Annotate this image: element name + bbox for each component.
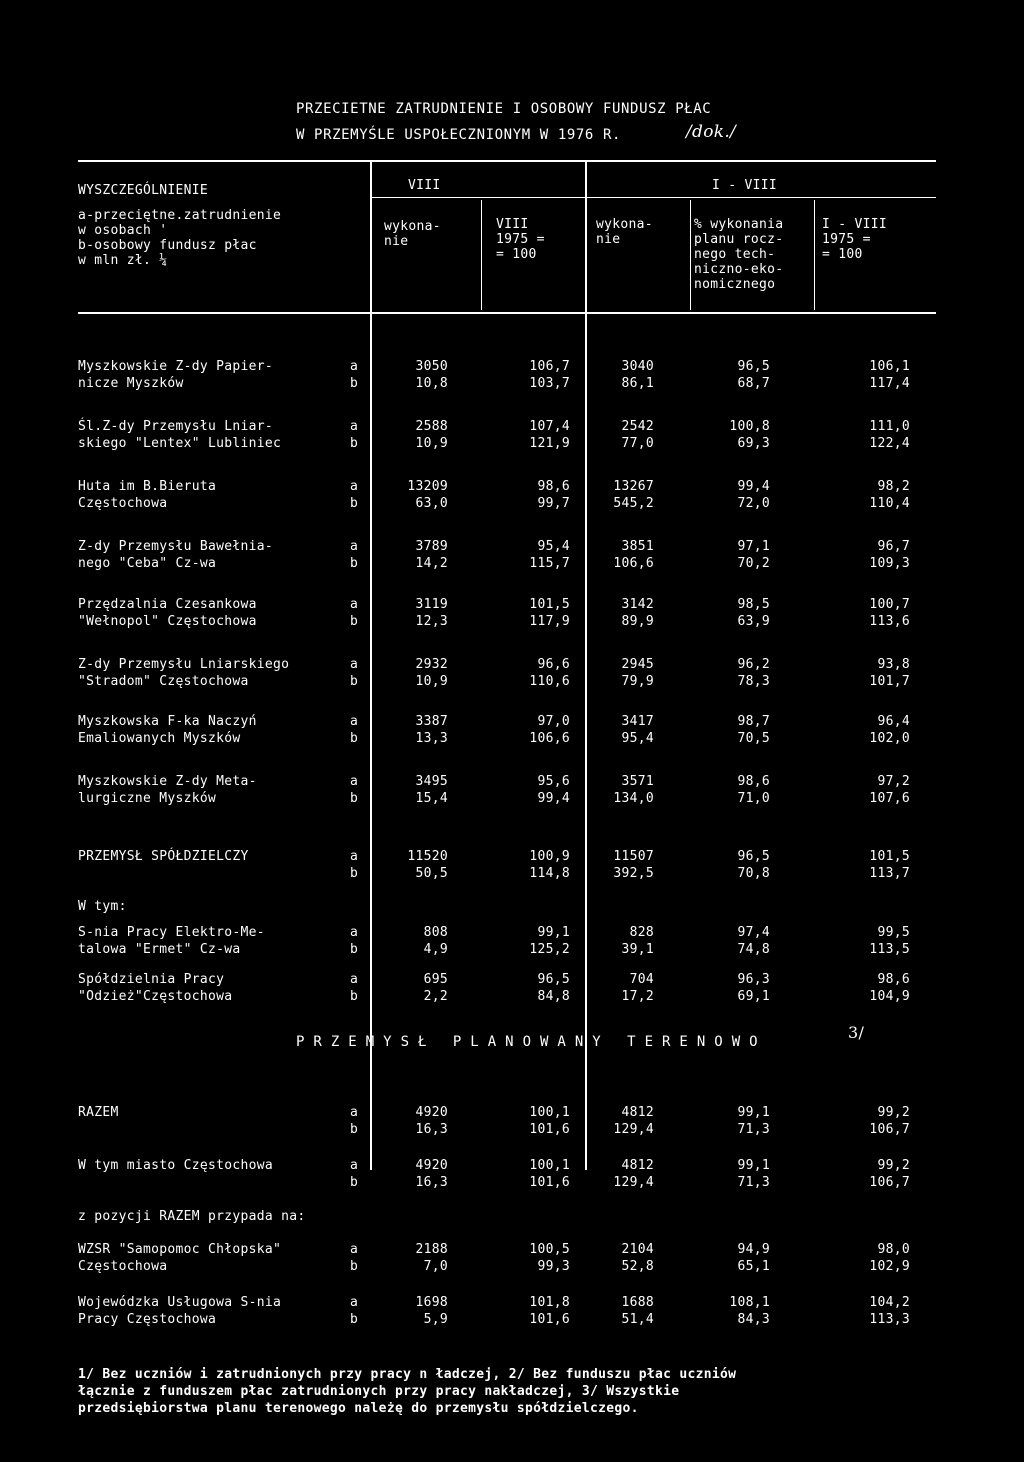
row-label-b: b <box>350 1175 359 1190</box>
cell-a-ivii-wykonanie: 828 <box>629 925 654 940</box>
cell-a-viii-wykonanie: 2588 <box>415 419 448 434</box>
cell-b-viii-index: 103,7 <box>529 376 570 391</box>
cell-b-ivii-index: 117,4 <box>869 376 910 391</box>
row-label-b: b <box>350 866 359 881</box>
row-label-b: b <box>350 1122 359 1137</box>
cell-b-ivii-wykonanie: 95,4 <box>621 731 654 746</box>
cell-a-viii-wykonanie: 695 <box>423 972 448 987</box>
row-label-b: b <box>350 1259 359 1274</box>
cell-a-viii-wykonanie: 808 <box>423 925 448 940</box>
cell-a-viii-wykonanie: 13209 <box>407 479 448 494</box>
row-name-line-2: "Wełnopol" Częstochowa <box>78 614 257 629</box>
cell-b-viii-index: 114,8 <box>529 866 570 881</box>
ivii-pct-1: % wykonania <box>694 217 784 232</box>
row-name-line-2: nego "Ceba" Cz-wa <box>78 556 217 571</box>
cell-b-viii-index: 99,3 <box>537 1259 570 1274</box>
row-name-line-1: RAZEM <box>78 1105 119 1120</box>
row-name-line-2: lurgiczne Myszków <box>78 791 217 806</box>
row-label-b: b <box>350 791 359 806</box>
row-label-a: a <box>350 419 359 434</box>
ivii-pct-3: nego tech- <box>694 247 776 262</box>
cell-a-ivii-index: 106,1 <box>869 359 910 374</box>
cell-b-ivii-wykonanie: 79,9 <box>621 674 654 689</box>
cell-b-viii-index: 106,6 <box>529 731 570 746</box>
row-name-line-1: Z-dy Przemysłu Lniarskiego <box>78 657 290 672</box>
cell-a-ivii-index: 100,7 <box>869 597 910 612</box>
cell-b-viii-wykonanie: 4,9 <box>423 942 448 957</box>
cell-a-ivii-index: 98,2 <box>877 479 910 494</box>
cell-a-ivii-pct-planu: 98,5 <box>737 597 770 612</box>
ivii-idx-2: 1975 = <box>822 232 871 247</box>
cell-b-ivii-wykonanie: 134,0 <box>613 791 654 806</box>
cell-b-viii-index: 110,6 <box>529 674 570 689</box>
cell-a-ivii-index: 98,6 <box>877 972 910 987</box>
cell-a-viii-index: 101,5 <box>529 597 570 612</box>
cell-a-viii-index: 98,6 <box>537 479 570 494</box>
cell-b-viii-index: 99,4 <box>537 791 570 806</box>
cell-a-viii-wykonanie: 3495 <box>415 774 448 789</box>
cell-a-ivii-wykonanie: 2945 <box>621 657 654 672</box>
cell-a-ivii-wykonanie: 704 <box>629 972 654 987</box>
cell-b-viii-index: 115,7 <box>529 556 570 571</box>
cell-b-ivii-wykonanie: 106,6 <box>613 556 654 571</box>
row-label-a: a <box>350 359 359 374</box>
cell-a-viii-index: 107,4 <box>529 419 570 434</box>
row-name-line-2: Pracy Częstochowa <box>78 1312 217 1327</box>
ivii-pct-2: planu rocz- <box>694 232 784 247</box>
cell-a-viii-wykonanie: 3789 <box>415 539 448 554</box>
cell-a-viii-index: 96,5 <box>537 972 570 987</box>
cell-b-ivii-pct-planu: 78,3 <box>737 674 770 689</box>
row-label-a: a <box>350 479 359 494</box>
ivii-wyk-2: nie <box>596 232 621 247</box>
legend-line-2: w osobach ' <box>78 223 168 238</box>
cell-b-ivii-pct-planu: 74,8 <box>737 942 770 957</box>
row-label-b: b <box>350 942 359 957</box>
cell-b-ivii-index: 110,4 <box>869 496 910 511</box>
cell-b-viii-index: 121,9 <box>529 436 570 451</box>
cell-b-viii-wykonanie: 16,3 <box>415 1122 448 1137</box>
cell-a-ivii-pct-planu: 100,8 <box>729 419 770 434</box>
row-name-line-1: Z-dy Przemysłu Bawełnia- <box>78 539 274 554</box>
cell-b-viii-wykonanie: 10,8 <box>415 376 448 391</box>
cell-a-ivii-wykonanie: 3851 <box>621 539 654 554</box>
cell-a-viii-index: 97,0 <box>537 714 570 729</box>
cell-b-ivii-wykonanie: 86,1 <box>621 376 654 391</box>
footnote-line-1: 1/ Bez uczniów i zatrudnionych przy pracy n ładczej, 2/ Bez funduszu płac uczniów <box>78 1367 737 1382</box>
row-name-line-2: "Odzież"Częstochowa <box>78 989 233 1004</box>
title-line-1: PRZECIETNE ZATRUDNIENIE I OSOBOWY FUNDUSZ PŁAC <box>296 101 712 117</box>
cell-a-ivii-wykonanie: 11507 <box>613 849 654 864</box>
row-name-line-1: W tym miasto Częstochowa <box>78 1158 274 1173</box>
viii-wyk-2: nie <box>384 234 409 249</box>
viii-idx-1: VIII <box>496 217 529 232</box>
cell-b-ivii-pct-planu: 69,1 <box>737 989 770 1004</box>
legend-line-1: a-przeciętne.zatrudnienie <box>78 208 282 223</box>
row-name-line-1: Śl.Z-dy Przemysłu Lniar- <box>78 419 274 434</box>
cell-a-ivii-wykonanie: 4812 <box>621 1158 654 1173</box>
cell-b-ivii-pct-planu: 69,3 <box>737 436 770 451</box>
row-label-a: a <box>350 657 359 672</box>
row-name-line-1: WZSR "Samopomoc Chłopska" <box>78 1242 282 1257</box>
cell-b-ivii-pct-planu: 71,0 <box>737 791 770 806</box>
cell-a-viii-index: 96,6 <box>537 657 570 672</box>
terenowo-banner: PRZEMYSŁ PLANOWANY TERENOWO <box>296 1034 767 1050</box>
cell-a-ivii-pct-planu: 96,5 <box>737 359 770 374</box>
cell-a-viii-index: 95,4 <box>537 539 570 554</box>
row-name-line-1: Myszkowskie Z-dy Papier- <box>78 359 274 374</box>
cell-a-ivii-wykonanie: 3417 <box>621 714 654 729</box>
cell-a-ivii-index: 96,4 <box>877 714 910 729</box>
cell-a-viii-index: 99,1 <box>537 925 570 940</box>
cell-a-ivii-index: 97,2 <box>877 774 910 789</box>
row-label-a: a <box>350 714 359 729</box>
cell-b-ivii-wykonanie: 52,8 <box>621 1259 654 1274</box>
row-name-line-2: "Stradom" Częstochowa <box>78 674 249 689</box>
cell-a-ivii-pct-planu: 96,3 <box>737 972 770 987</box>
cell-b-viii-index: 99,7 <box>537 496 570 511</box>
row-label-a: a <box>350 539 359 554</box>
cell-a-ivii-pct-planu: 96,2 <box>737 657 770 672</box>
cell-a-ivii-pct-planu: 108,1 <box>729 1295 770 1310</box>
row-label-b: b <box>350 989 359 1004</box>
cell-b-ivii-index: 104,9 <box>869 989 910 1004</box>
col-divider-5 <box>814 200 815 310</box>
cell-a-ivii-wykonanie: 13267 <box>613 479 654 494</box>
cell-b-viii-wykonanie: 13,3 <box>415 731 448 746</box>
cell-a-viii-wykonanie: 2188 <box>415 1242 448 1257</box>
cell-b-ivii-pct-planu: 63,9 <box>737 614 770 629</box>
pozycji-label: z pozycji RAZEM przypada na: <box>78 1209 306 1224</box>
cell-b-viii-wykonanie: 16,3 <box>415 1175 448 1190</box>
cell-b-ivii-pct-planu: 70,2 <box>737 556 770 571</box>
row-name-line-1: Wojewódzka Usługowa S-nia <box>78 1295 282 1310</box>
cell-a-viii-wykonanie: 3387 <box>415 714 448 729</box>
cell-a-ivii-pct-planu: 98,6 <box>737 774 770 789</box>
cell-b-ivii-index: 102,9 <box>869 1259 910 1274</box>
cell-b-ivii-wykonanie: 129,4 <box>613 1122 654 1137</box>
ivii-idx-1: I - VIII <box>822 217 888 232</box>
cell-b-viii-wykonanie: 12,3 <box>415 614 448 629</box>
cell-a-ivii-index: 101,5 <box>869 849 910 864</box>
legend-line-3: b-osobowy fundusz płac <box>78 238 257 253</box>
cell-a-viii-index: 100,1 <box>529 1158 570 1173</box>
row-label-a: a <box>350 1242 359 1257</box>
viii-idx-2: 1975 = <box>496 232 545 247</box>
row-name-line-2: Emaliowanych Myszków <box>78 731 241 746</box>
cell-a-viii-index: 101,8 <box>529 1295 570 1310</box>
cell-b-ivii-index: 106,7 <box>869 1175 910 1190</box>
cell-b-ivii-wykonanie: 545,2 <box>613 496 654 511</box>
cell-a-ivii-pct-planu: 97,1 <box>737 539 770 554</box>
cell-b-viii-wykonanie: 63,0 <box>415 496 448 511</box>
w-tym-label: W tym: <box>78 899 127 914</box>
cell-a-ivii-pct-planu: 99,1 <box>737 1105 770 1120</box>
row-label-a: a <box>350 1158 359 1173</box>
cell-b-ivii-pct-planu: 68,7 <box>737 376 770 391</box>
cell-b-ivii-index: 109,3 <box>869 556 910 571</box>
ivii-wyk-1: wykona- <box>596 217 653 232</box>
col-spec-header: WYSZCZEGÓLNIENIE <box>78 183 209 198</box>
cell-b-viii-wykonanie: 10,9 <box>415 436 448 451</box>
row-label-a: a <box>350 849 359 864</box>
cell-b-ivii-pct-planu: 71,3 <box>737 1175 770 1190</box>
cell-a-ivii-wykonanie: 3571 <box>621 774 654 789</box>
cell-a-viii-wykonanie: 2932 <box>415 657 448 672</box>
cell-b-viii-wykonanie: 14,2 <box>415 556 448 571</box>
row-name-line-1: S-nia Pracy Elektro-Me- <box>78 925 265 940</box>
cell-b-viii-index: 101,6 <box>529 1175 570 1190</box>
ivii-idx-3: = 100 <box>822 247 863 262</box>
cell-b-ivii-wykonanie: 17,2 <box>621 989 654 1004</box>
row-label-a: a <box>350 925 359 940</box>
cell-a-viii-index: 100,5 <box>529 1242 570 1257</box>
col-divider-2 <box>481 200 482 310</box>
cell-a-ivii-index: 96,7 <box>877 539 910 554</box>
cell-b-ivii-wykonanie: 77,0 <box>621 436 654 451</box>
cell-b-ivii-pct-planu: 72,0 <box>737 496 770 511</box>
row-name-line-1: Myszkowska F-ka Naczyń <box>78 714 257 729</box>
cell-a-ivii-index: 93,8 <box>877 657 910 672</box>
row-label-b: b <box>350 1312 359 1327</box>
cell-a-viii-index: 100,9 <box>529 849 570 864</box>
cell-a-viii-wykonanie: 3119 <box>415 597 448 612</box>
row-label-b: b <box>350 731 359 746</box>
footnote-line-2: łącznie z funduszem płac zatrudnionych przy pracy nakładczej, 3/ Wszystkie <box>78 1384 680 1399</box>
cell-b-ivii-index: 113,7 <box>869 866 910 881</box>
col-divider-1 <box>370 160 372 1170</box>
cell-a-viii-index: 106,7 <box>529 359 570 374</box>
cell-b-ivii-pct-planu: 84,3 <box>737 1312 770 1327</box>
cell-a-ivii-pct-planu: 99,4 <box>737 479 770 494</box>
row-label-a: a <box>350 1295 359 1310</box>
row-label-b: b <box>350 496 359 511</box>
cell-a-ivii-index: 99,5 <box>877 925 910 940</box>
cell-b-ivii-pct-planu: 70,5 <box>737 731 770 746</box>
dok-annotation: /dok./ <box>686 122 737 142</box>
cell-a-ivii-index: 104,2 <box>869 1295 910 1310</box>
cell-b-ivii-pct-planu: 70,8 <box>737 866 770 881</box>
cell-b-viii-wykonanie: 10,9 <box>415 674 448 689</box>
cell-b-ivii-pct-planu: 65,1 <box>737 1259 770 1274</box>
col-divider-3 <box>585 160 587 1170</box>
header-mid-rule <box>370 197 936 198</box>
footnote-line-3: przedsiębiorstwa planu terenowego należę do przemysłu spółdzielczego. <box>78 1401 639 1416</box>
row-name-line-1: Huta im B.Bieruta <box>78 479 217 494</box>
cell-b-viii-wykonanie: 2,2 <box>423 989 448 1004</box>
row-label-a: a <box>350 597 359 612</box>
cell-b-ivii-index: 106,7 <box>869 1122 910 1137</box>
cell-b-ivii-index: 113,5 <box>869 942 910 957</box>
cell-b-ivii-index: 113,6 <box>869 614 910 629</box>
header-top-rule <box>78 160 936 162</box>
cell-b-ivii-index: 107,6 <box>869 791 910 806</box>
ivii-pct-4: niczno-eko- <box>694 262 784 277</box>
row-label-b: b <box>350 556 359 571</box>
ivii-pct-5: nomicznego <box>694 277 776 292</box>
cell-b-ivii-pct-planu: 71,3 <box>737 1122 770 1137</box>
legend-line-4: w mln zł. ¼ <box>78 253 168 268</box>
row-label-a: a <box>350 972 359 987</box>
cell-b-viii-wykonanie: 50,5 <box>415 866 448 881</box>
cell-a-ivii-index: 99,2 <box>877 1158 910 1173</box>
cell-a-ivii-index: 99,2 <box>877 1105 910 1120</box>
row-label-b: b <box>350 614 359 629</box>
row-label-b: b <box>350 376 359 391</box>
cell-a-ivii-wykonanie: 2104 <box>621 1242 654 1257</box>
row-label-b: b <box>350 674 359 689</box>
group-i-viii-header: I - VIII <box>712 178 778 193</box>
cell-b-viii-index: 117,9 <box>529 614 570 629</box>
cell-b-viii-index: 84,8 <box>537 989 570 1004</box>
row-name-line-1: Myszkowskie Z-dy Meta- <box>78 774 257 789</box>
row-name-line-2: Częstochowa <box>78 1259 168 1274</box>
row-name-line-1: Przędzalnia Czesankowa <box>78 597 257 612</box>
cell-b-ivii-wykonanie: 392,5 <box>613 866 654 881</box>
cell-a-ivii-pct-planu: 97,4 <box>737 925 770 940</box>
col-divider-4 <box>690 200 691 310</box>
cell-b-viii-wykonanie: 5,9 <box>423 1312 448 1327</box>
row-name-line-1: Spółdzielnia Pracy <box>78 972 225 987</box>
cell-a-ivii-wykonanie: 2542 <box>621 419 654 434</box>
cell-b-viii-index: 125,2 <box>529 942 570 957</box>
row-label-b: b <box>350 436 359 451</box>
title-line-2: W PRZEMYŚLE USPOŁECZNIONYM W 1976 R. <box>296 127 622 143</box>
cell-b-viii-wykonanie: 15,4 <box>415 791 448 806</box>
cell-b-ivii-wykonanie: 89,9 <box>621 614 654 629</box>
cell-b-ivii-index: 101,7 <box>869 674 910 689</box>
group-viii-header: VIII <box>408 178 441 193</box>
cell-a-ivii-wykonanie: 3142 <box>621 597 654 612</box>
cell-a-viii-wykonanie: 11520 <box>407 849 448 864</box>
cell-a-ivii-wykonanie: 1688 <box>621 1295 654 1310</box>
cell-a-viii-wykonanie: 1698 <box>415 1295 448 1310</box>
cell-a-viii-wykonanie: 4920 <box>415 1158 448 1173</box>
banner-footnote-mark: 3/ <box>848 1023 865 1042</box>
cell-a-ivii-pct-planu: 94,9 <box>737 1242 770 1257</box>
cell-b-viii-index: 101,6 <box>529 1312 570 1327</box>
cell-b-ivii-index: 113,3 <box>869 1312 910 1327</box>
cell-b-ivii-index: 122,4 <box>869 436 910 451</box>
row-label-a: a <box>350 774 359 789</box>
cell-a-ivii-pct-planu: 96,5 <box>737 849 770 864</box>
cell-a-viii-index: 95,6 <box>537 774 570 789</box>
row-name-line-2: skiego "Lentex" Lubliniec <box>78 436 282 451</box>
cell-a-viii-index: 100,1 <box>529 1105 570 1120</box>
cell-a-ivii-wykonanie: 3040 <box>621 359 654 374</box>
cell-a-viii-wykonanie: 3050 <box>415 359 448 374</box>
viii-idx-3: = 100 <box>496 247 537 262</box>
cell-b-ivii-wykonanie: 39,1 <box>621 942 654 957</box>
cell-a-ivii-wykonanie: 4812 <box>621 1105 654 1120</box>
cell-a-ivii-pct-planu: 99,1 <box>737 1158 770 1173</box>
row-name-line-2: talowa "Ermet" Cz-wa <box>78 942 241 957</box>
cell-b-viii-wykonanie: 7,0 <box>423 1259 448 1274</box>
cell-a-viii-wykonanie: 4920 <box>415 1105 448 1120</box>
row-label-a: a <box>350 1105 359 1120</box>
cell-b-ivii-wykonanie: 129,4 <box>613 1175 654 1190</box>
cell-b-viii-index: 101,6 <box>529 1122 570 1137</box>
row-name-line-2: Częstochowa <box>78 496 168 511</box>
row-name-line-1: PRZEMYSŁ SPÓŁDZIELCZY <box>78 849 249 864</box>
header-bottom-rule <box>78 312 936 314</box>
cell-a-ivii-index: 111,0 <box>869 419 910 434</box>
viii-wyk-1: wykona- <box>384 219 441 234</box>
row-name-line-2: nicze Myszków <box>78 376 184 391</box>
cell-b-ivii-wykonanie: 51,4 <box>621 1312 654 1327</box>
cell-a-ivii-pct-planu: 98,7 <box>737 714 770 729</box>
cell-a-ivii-index: 98,0 <box>877 1242 910 1257</box>
cell-b-ivii-index: 102,0 <box>869 731 910 746</box>
